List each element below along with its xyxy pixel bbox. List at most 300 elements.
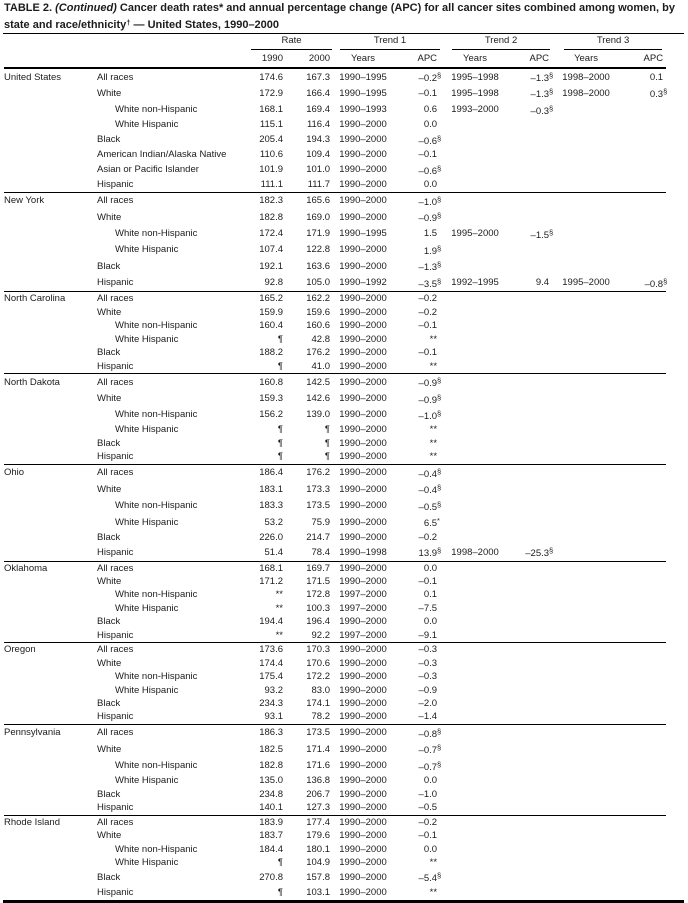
- rate-1990-cell: 183.9: [259, 816, 283, 828]
- trend1-apc-cell: [394, 657, 440, 670]
- race-label: White non-Hispanic: [115, 500, 198, 512]
- trend3-years-cell: [552, 758, 620, 774]
- state-label: [4, 670, 97, 683]
- trend3-apc-cell: [620, 829, 666, 842]
- race-label: White: [97, 393, 122, 405]
- state-label: New York: [4, 195, 45, 207]
- table-row: [4, 346, 666, 359]
- rate-2000-cell: 173.5: [306, 500, 331, 512]
- table-row: [4, 209, 666, 225]
- trend1-years-cell: 1990–2000: [339, 562, 387, 574]
- trend2-years-cell: [440, 801, 510, 815]
- rate-2000-cell: ¶: [324, 424, 331, 436]
- rate-2000-cell: 173.3: [306, 483, 331, 495]
- trend2-years-cell: [440, 684, 510, 697]
- trend2-years-cell: [440, 209, 510, 225]
- trend1-apc-cell: –0.6§: [418, 163, 442, 177]
- rate-2000-cell: 165.6: [306, 195, 331, 207]
- race-label: White non-Hispanic: [115, 760, 198, 772]
- rate-1990-cell: 192.1: [259, 260, 283, 272]
- table-row: [4, 498, 666, 514]
- table-row: [4, 531, 666, 544]
- trend2-years-cell: [440, 657, 510, 670]
- empty-header-cell: [4, 34, 247, 50]
- trend2-years-cell: [440, 575, 510, 588]
- race-label: All races: [97, 467, 134, 479]
- trend2-years-cell: [440, 615, 510, 628]
- apc-value: –1.0: [418, 788, 438, 800]
- trend1-apc-cell: [394, 575, 440, 588]
- rate-1990-cell: 175.4: [259, 671, 283, 683]
- race-label: Hispanic: [97, 179, 134, 191]
- trend1-apc-cell: –0.2§: [418, 71, 442, 84]
- trend3-years-cell: [552, 869, 620, 885]
- state-label: [4, 162, 97, 178]
- trend3-apc-cell: [620, 319, 666, 332]
- trend2-apc-cell: [510, 209, 552, 225]
- trend3-apc-cell: [620, 178, 666, 192]
- state-label: North Carolina: [4, 293, 66, 305]
- table-row: [4, 724, 666, 741]
- apc-value: 0.0: [423, 179, 438, 191]
- trend1-years-cell: 1990–2000: [339, 500, 387, 512]
- trend3-apc-cell: [620, 869, 666, 885]
- trend1-apc-cell: [394, 85, 440, 101]
- table-row: [4, 178, 666, 192]
- table-row: [4, 162, 666, 178]
- trend3-years-cell: [552, 615, 620, 628]
- rate-1990-cell: 183.1: [259, 483, 283, 495]
- table-row: [4, 869, 666, 885]
- trend2-apc-cell: [510, 514, 552, 530]
- race-label: White non-Hispanic: [115, 409, 198, 421]
- race-label: Hispanic: [97, 802, 134, 814]
- state-label: [4, 684, 97, 697]
- apc-value: –0.8: [418, 728, 438, 740]
- trend3-years-cell: 1995–2000: [562, 277, 610, 289]
- trend1-apc-cell: [394, 670, 440, 683]
- column-subheader-row: [4, 50, 666, 68]
- apc-value: –0.9: [418, 213, 438, 225]
- trend2-years-cell: [440, 292, 510, 306]
- rate-2000-cell: 170.6: [306, 657, 331, 669]
- trend3-apc-cell: [620, 741, 666, 757]
- table-row: [4, 575, 666, 588]
- table-row: [4, 464, 666, 481]
- trend3-apc-cell: [620, 102, 666, 118]
- trend3-apc-cell: [620, 464, 666, 481]
- trend2-apc-cell: [510, 178, 552, 192]
- trend2-years-cell: [440, 670, 510, 683]
- rate-2000-cell: 142.6: [306, 393, 331, 405]
- state-label: [4, 657, 97, 670]
- trend2-apc-cell: [510, 374, 552, 391]
- apc-value: –0.4: [418, 485, 438, 497]
- trend2-years-cell: 1992–1995: [451, 277, 499, 289]
- state-label: Oklahoma: [4, 562, 48, 574]
- trend3-years-cell: [552, 391, 620, 407]
- race-label: White non-Hispanic: [115, 671, 198, 683]
- race-label: White non-Hispanic: [115, 843, 198, 855]
- trend1-years-cell: 1990–2000: [339, 149, 387, 161]
- rate-1990-cell: 182.3: [259, 195, 283, 207]
- trend1-years-cell: 1990–2000: [339, 424, 387, 436]
- state-label: [4, 886, 97, 899]
- apc-value: –0.7: [418, 761, 438, 773]
- col-header-2000: 2000: [308, 53, 331, 64]
- race-label: Black: [97, 437, 121, 449]
- rate-2000-cell: 162.2: [306, 293, 331, 305]
- table-row: [4, 758, 666, 774]
- trend1-apc-cell: [394, 333, 440, 346]
- state-section: [4, 643, 666, 725]
- rate-1990-cell: ¶: [277, 886, 283, 898]
- col-header-trend1-years: Years: [351, 53, 375, 64]
- table-row: [4, 697, 666, 710]
- trend2-apc-cell: [510, 118, 552, 131]
- title-text-3: — United States, 1990–2000: [130, 18, 280, 31]
- apc-value: –1.0: [418, 410, 438, 422]
- rate-1990-cell: ¶: [277, 424, 283, 436]
- state-label: [4, 275, 97, 292]
- trend1-years-cell: 1990–2000: [339, 671, 387, 683]
- trend2-years-cell: [440, 242, 510, 258]
- apc-value: **: [429, 857, 438, 869]
- rate-1990-cell: ¶: [277, 437, 283, 449]
- state-section: [4, 68, 666, 192]
- asterisk-footnote-marker: *: [218, 2, 224, 14]
- table-row: [4, 856, 666, 869]
- trend3-years-cell: [552, 724, 620, 741]
- trend3-years-cell: [552, 544, 620, 561]
- trend1-years-cell: 1990–2000: [339, 306, 387, 318]
- trend3-years-cell: [552, 514, 620, 530]
- table-row: [4, 684, 666, 697]
- trend3-apc-cell: [620, 209, 666, 225]
- apc-value: –0.2: [418, 816, 438, 828]
- trend1-apc-cell: –0.4§: [418, 466, 442, 480]
- trend3-years-cell: [552, 481, 620, 497]
- trend3-years-cell: [552, 258, 620, 274]
- trend2-apc-cell: [510, 333, 552, 346]
- trend1-apc-cell: [394, 423, 440, 436]
- race-label: White Hispanic: [115, 857, 179, 869]
- race-label: All races: [97, 71, 134, 83]
- table-row: [4, 306, 666, 319]
- trend2-years-cell: [440, 374, 510, 391]
- apc-value: –0.9: [418, 394, 438, 406]
- race-label: White Hispanic: [115, 119, 179, 131]
- apc-value: –9.1: [418, 629, 438, 641]
- apc-value: –7.5: [418, 602, 438, 614]
- trend1-apc-cell: [394, 292, 440, 306]
- table-row: [4, 407, 666, 423]
- state-section: [4, 292, 666, 374]
- rate-2000-cell: 101.0: [306, 164, 331, 176]
- trend1-years-cell: 1990–2000: [339, 616, 387, 628]
- rate-1990-cell: **: [275, 629, 283, 641]
- trend1-years-cell: 1990–2000: [339, 360, 387, 372]
- rate-2000-cell: 169.4: [306, 104, 331, 116]
- rate-1990-cell: 135.0: [259, 775, 283, 787]
- trend1-apc-cell: [394, 602, 440, 615]
- race-label: White: [97, 306, 122, 318]
- trend2-years-cell: [440, 360, 510, 374]
- trend2-years-cell: [440, 192, 510, 209]
- trend2-years-cell: [440, 561, 510, 575]
- trend2-apc-cell: –25.3§: [525, 546, 554, 560]
- race-label: All races: [97, 376, 134, 388]
- trend1-apc-cell: –0.9§: [418, 376, 442, 390]
- state-section: [4, 724, 666, 815]
- trend3-apc-cell: [620, 162, 666, 178]
- rate-2000-cell: 171.5: [306, 575, 331, 587]
- trend2-years-cell: [440, 346, 510, 359]
- trend3-apc-cell: [620, 801, 666, 815]
- trend3-years-cell: [552, 657, 620, 670]
- trend1-apc-cell: –0.9§: [418, 211, 442, 225]
- race-label: All races: [97, 562, 134, 574]
- table-row: [4, 514, 666, 530]
- trend1-apc-cell: [394, 306, 440, 319]
- trend3-apc-cell: [620, 602, 666, 615]
- trend3-years-cell: [552, 741, 620, 757]
- trend3-years-cell: [552, 226, 620, 242]
- trend2-years-cell: 1995–1998: [451, 87, 499, 99]
- apc-value: –0.6: [418, 135, 438, 147]
- rate-1990-cell: 270.8: [259, 871, 283, 883]
- trend1-years-cell: 1990–2000: [339, 644, 387, 656]
- apc-value: –0.2: [418, 531, 438, 543]
- trend1-apc-cell: [394, 815, 440, 829]
- state-label: [4, 544, 97, 561]
- table-title: [0, 0, 688, 33]
- trend3-apc-cell: [620, 531, 666, 544]
- state-label: [4, 242, 97, 258]
- apc-value: –0.1: [418, 149, 438, 161]
- trend1-apc-cell: [394, 774, 440, 787]
- trend2-years-cell: [440, 629, 510, 643]
- rate-2000-cell: 176.2: [306, 467, 331, 479]
- trend1-years-cell: 1990–1995: [339, 71, 387, 83]
- trend2-apc-cell: [510, 450, 552, 464]
- apc-value: **: [429, 886, 438, 898]
- trend1-years-cell: 1990–2000: [339, 727, 387, 739]
- table-row: [4, 148, 666, 161]
- state-section: [4, 561, 666, 643]
- trend3-apc-cell: [620, 374, 666, 391]
- trend1-apc-cell: –0.5§: [418, 499, 442, 513]
- trend3-apc-cell: [620, 226, 666, 242]
- trend2-apc-cell: [510, 886, 552, 899]
- state-label: [4, 829, 97, 842]
- trend3-years-cell: [552, 346, 620, 359]
- table-row: [4, 602, 666, 615]
- state-label: [4, 132, 97, 148]
- trend1-years-cell: 1990–2000: [339, 743, 387, 755]
- apc-value: 13.9: [418, 548, 438, 560]
- trend1-years-cell: 1990–2000: [339, 684, 387, 696]
- apc-value: –0.2: [418, 306, 438, 318]
- trend3-years-cell: [552, 192, 620, 209]
- table-row: [4, 815, 666, 829]
- trend2-apc-cell: [510, 615, 552, 628]
- rate-2000-cell: 214.7: [306, 531, 331, 543]
- trend2-apc-cell: [510, 319, 552, 332]
- state-label: Oregon: [4, 644, 36, 656]
- state-label: [4, 407, 97, 423]
- table-header: [4, 34, 666, 68]
- rate-1990-cell: 168.1: [259, 562, 283, 574]
- race-label: White: [97, 575, 122, 587]
- col-header-trend2-years: Years: [463, 53, 487, 64]
- trend1-apc-cell: [394, 226, 440, 242]
- trend1-years-cell: 1997–2000: [339, 629, 387, 641]
- table-row: [4, 226, 666, 242]
- state-section: [4, 192, 666, 292]
- trend1-apc-cell: [394, 118, 440, 131]
- rate-1990-cell: 182.8: [259, 760, 283, 772]
- state-label: [4, 514, 97, 530]
- trend1-years-cell: 1990–2000: [339, 451, 387, 463]
- rate-2000-cell: 172.2: [306, 671, 331, 683]
- trend3-apc-cell: –0.8§: [644, 276, 668, 290]
- trend2-years-cell: 1998–2000: [451, 546, 499, 558]
- apc-value: –0.2: [418, 293, 438, 305]
- trend1-group-header: Trend 1: [332, 34, 440, 50]
- rate-1990-cell: 140.1: [259, 802, 283, 814]
- trend1-apc-cell: [394, 561, 440, 575]
- trend2-apc-cell: [510, 162, 552, 178]
- table-row: [4, 192, 666, 209]
- trend2-apc-cell: [510, 292, 552, 306]
- trend3-years-cell: [552, 450, 620, 464]
- trend2-apc-cell: [510, 815, 552, 829]
- trend2-group-header: Trend 2: [440, 34, 552, 50]
- trend1-apc-cell: [394, 629, 440, 643]
- trend1-apc-cell: –3.5§: [418, 276, 442, 290]
- apc-value: 0.6: [423, 104, 438, 116]
- trend1-apc-cell: [394, 450, 440, 464]
- rate-1990-cell: 53.2: [264, 516, 283, 528]
- apc-value: –0.1: [418, 320, 438, 332]
- race-label: White: [97, 483, 122, 495]
- apc-value: 0.0: [423, 119, 438, 131]
- trend2-years-cell: [440, 498, 510, 514]
- race-label: Black: [97, 788, 121, 800]
- state-label: [4, 588, 97, 601]
- table-row: [4, 450, 666, 464]
- trend3-apc-cell: [620, 629, 666, 643]
- race-label: White non-Hispanic: [115, 589, 198, 601]
- trend2-years-cell: [440, 774, 510, 787]
- rate-2000-cell: 167.3: [306, 71, 331, 83]
- trend1-apc-cell: [394, 697, 440, 710]
- trend3-years-cell: [552, 531, 620, 544]
- state-label: Rhode Island: [4, 816, 60, 828]
- rate-1990-cell: 111.1: [260, 179, 283, 191]
- table-row: [4, 657, 666, 670]
- apc-value: –5.4: [418, 873, 438, 885]
- rate-1990-cell: 188.2: [259, 347, 283, 359]
- trend3-apc-cell: [620, 856, 666, 869]
- trend3-apc-cell: [620, 758, 666, 774]
- race-label: Black: [97, 698, 121, 710]
- trend3-apc-cell: [620, 657, 666, 670]
- trend3-apc-cell: [620, 360, 666, 374]
- rate-1990-cell: ¶: [277, 857, 283, 869]
- race-label: Black: [97, 531, 121, 543]
- rate-1990-cell: 184.4: [259, 843, 283, 855]
- race-label: White non-Hispanic: [115, 228, 198, 240]
- table-number: TABLE 2.: [4, 2, 56, 14]
- trend2-years-cell: [440, 450, 510, 464]
- race-label: Hispanic: [97, 629, 134, 641]
- rate-1990-cell: 107.4: [259, 244, 283, 256]
- col-header-trend1-apc: APC: [417, 53, 438, 64]
- trend1-apc-cell: –1.0§: [418, 408, 442, 422]
- rate-1990-cell: **: [275, 602, 283, 614]
- trend3-apc-cell: [620, 815, 666, 829]
- trend1-years-cell: 1990–2000: [339, 179, 387, 191]
- trend2-years-cell: [440, 407, 510, 423]
- trend3-apc-cell: [620, 481, 666, 497]
- trend1-years-cell: 1990–2000: [339, 760, 387, 772]
- trend3-apc-cell: [620, 514, 666, 530]
- state-section: [4, 374, 666, 465]
- title-text-1: Cancer death rates: [116, 2, 219, 14]
- table-row: [4, 132, 666, 148]
- trend2-years-cell: [440, 697, 510, 710]
- rate-2000-cell: 166.4: [306, 87, 331, 99]
- rate-1990-cell: 174.6: [259, 71, 283, 83]
- rate-1990-cell: 51.4: [264, 546, 283, 558]
- apc-value: **: [429, 437, 438, 449]
- dagger-footnote-marker: †: [126, 17, 131, 27]
- trend3-years-cell: [552, 374, 620, 391]
- apc-value: 0.1: [423, 589, 438, 601]
- rate-1990-cell: 171.2: [259, 575, 283, 587]
- trend1-apc-cell: 6.5*: [423, 516, 440, 530]
- rate-1990-cell: 234.8: [259, 788, 283, 800]
- trend1-apc-cell: [394, 148, 440, 161]
- apc-value: **: [429, 360, 438, 372]
- rate-2000-cell: 171.9: [306, 228, 331, 240]
- trend2-years-cell: 1995–2000: [451, 228, 499, 240]
- trend2-apc-cell: [510, 481, 552, 497]
- rate-2000-cell: 122.8: [306, 244, 331, 256]
- trend2-apc-cell: [510, 758, 552, 774]
- trend3-apc-cell: [620, 544, 666, 561]
- trend2-years-cell: [440, 162, 510, 178]
- trend2-years-cell: [440, 464, 510, 481]
- trend3-years-cell: [552, 437, 620, 450]
- trend3-apc-cell: [620, 710, 666, 724]
- race-label: White Hispanic: [115, 775, 179, 787]
- trend3-apc-cell: [620, 148, 666, 161]
- apc-value: –0.6: [418, 165, 438, 177]
- trend1-years-cell: 1990–2000: [339, 886, 387, 898]
- trend1-years-cell: 1990–2000: [339, 857, 387, 869]
- state-label: [4, 575, 97, 588]
- trend2-apc-cell: [510, 670, 552, 683]
- table-row: [4, 118, 666, 131]
- race-label: White Hispanic: [115, 244, 179, 256]
- apc-value: –1.3: [530, 89, 550, 101]
- trend2-years-cell: [440, 710, 510, 724]
- trend3-years-cell: [552, 561, 620, 575]
- rate-1990-cell: ¶: [277, 360, 283, 372]
